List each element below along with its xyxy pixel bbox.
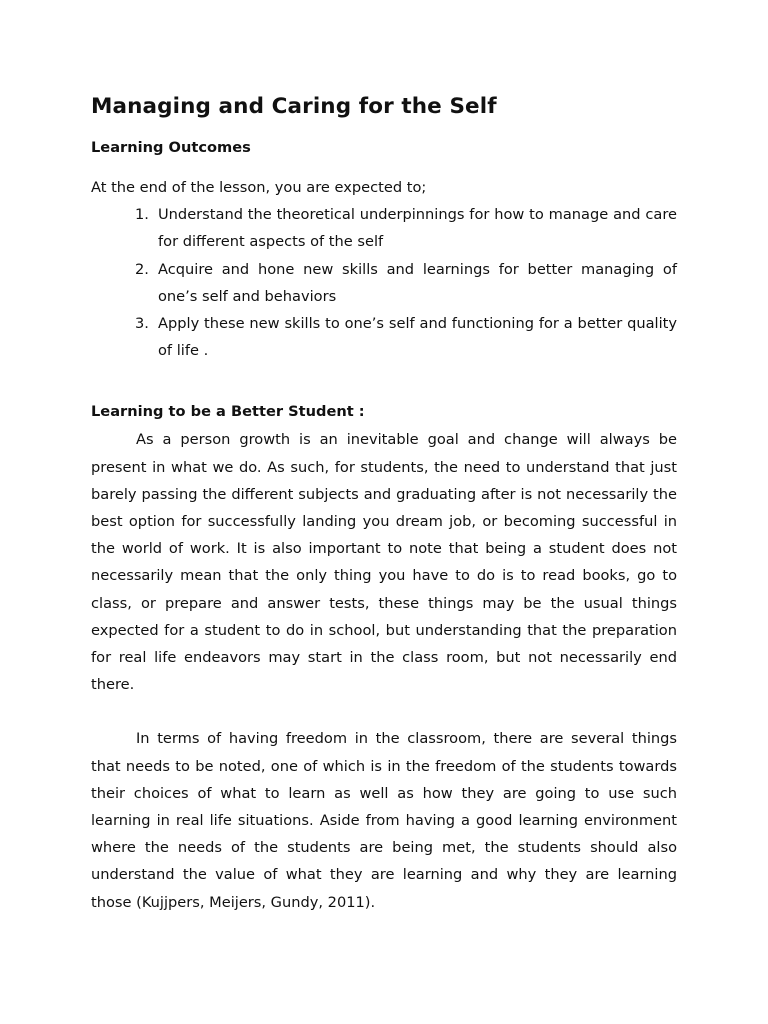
section-spacer [91, 364, 677, 402]
list-item-text: Acquire and hone new skills and learnings for better managing of one’s self and behaviors [158, 260, 677, 305]
body-paragraph: In terms of having freedom in the classroom, there are several things that needs to be noted, one of which is in the freedom of the students towards their choices of what to learn as well as how they are going to use such learning in real life situations. Aside from having a good learning environment where the needs of the students are being met, the students should also understand the value of what they are learning and why they are learning those (Kujjpers, Meijers, Gundy, 2011). [91, 730, 677, 911]
list-item-number: 3. [135, 315, 149, 333]
paragraph-spacer [91, 698, 677, 725]
better-student-heading: Learning to be a Better Student : [91, 403, 365, 421]
list-item-text: Understand the theoretical underpinnings for how to manage and care for different aspects of the self [158, 206, 677, 251]
document-page [91, 92, 677, 916]
list-item-text: Apply these new skills to one’s self and functioning for a better quality of life . [158, 315, 677, 360]
list-item [91, 256, 677, 310]
outcomes-intro: At the end of the lesson, you are expected to; [91, 179, 427, 196]
list-item-number: 2. [135, 260, 149, 278]
document-title: Managing and Caring for the Self [91, 94, 497, 119]
learning-outcomes-heading: Learning Outcomes [91, 139, 251, 156]
body-paragraph: As a person growth is an inevitable goal and change will always be present in what we do. As such, for students, the need to understand that just barely passing the different subjects and graduating after is not necessarily the best option for successfully landing you dream job, or becoming successful in the world of work. It is also important to note that being a student does not necessarily mean that the only thing you have to do is to read books, go to class, or prepare and answer tests, these things may be the usual things expected for a student to do in school, but understanding that the preparation for real life endeavors may start in the class room, but not necessarily end there. [91, 431, 677, 694]
list-item [91, 310, 677, 364]
list-item [91, 201, 677, 255]
outcomes-list [91, 201, 677, 364]
list-item-number: 1. [135, 206, 149, 224]
